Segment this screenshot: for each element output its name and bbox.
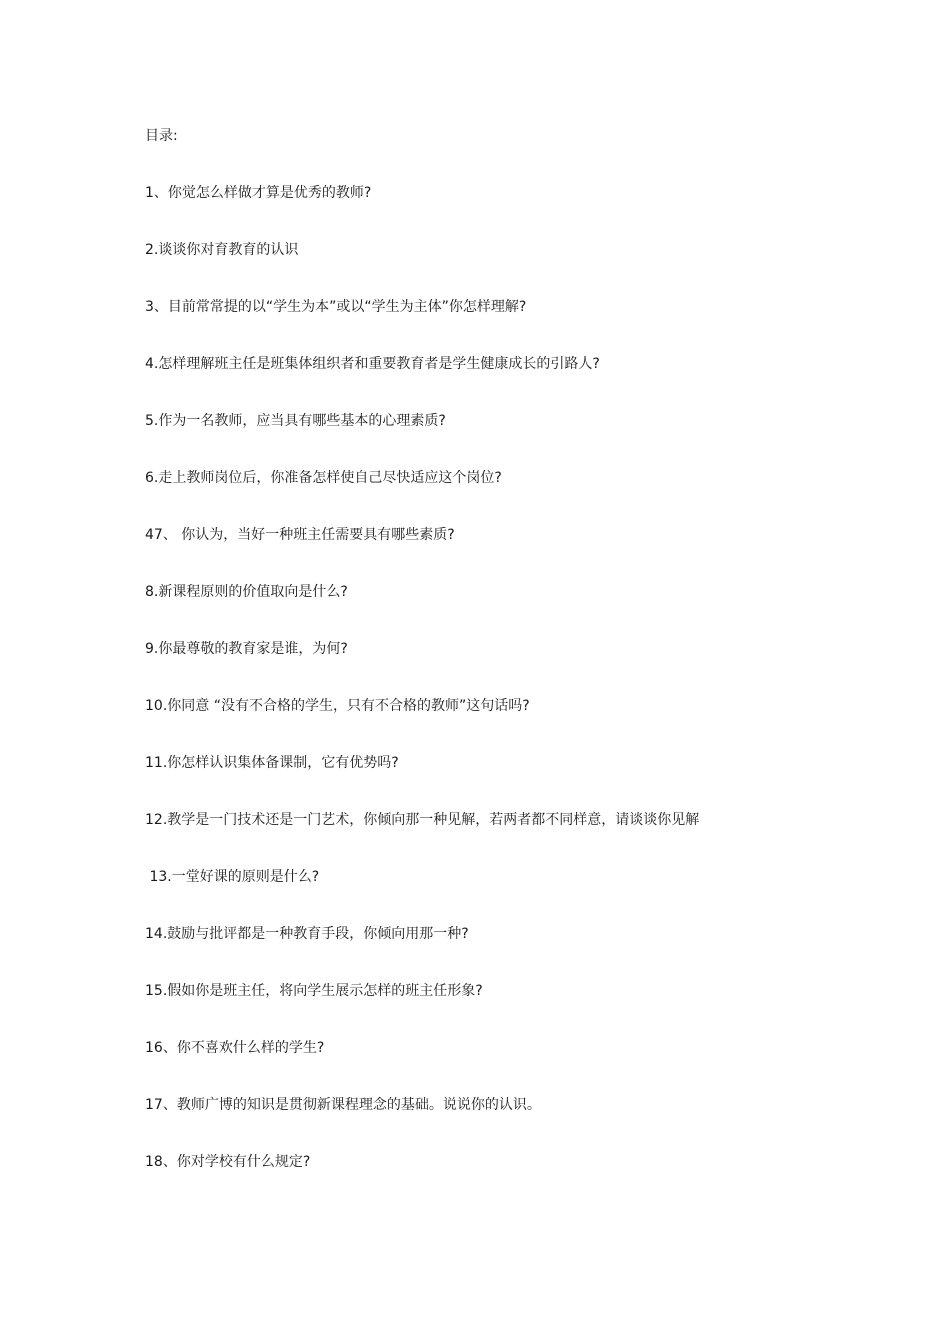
toc-item: 17、教师广博的知识是贯彻新课程理念的基础。说说你的认识。 <box>145 1097 541 1113</box>
toc-item: 9.你最尊敬的教育家是谁，为何? <box>145 641 348 657</box>
toc-item: 18、你对学校有什么规定? <box>145 1154 311 1170</box>
toc-item: 13.一堂好课的原则是什么? <box>145 869 320 885</box>
toc-item: 8.新课程原则的价值取向是什么? <box>145 584 348 600</box>
toc-item: 6.走上教师岗位后，你准备怎样使自己尽快适应这个岗位? <box>145 470 502 486</box>
toc-item: 11.你怎样认识集体备课制，它有优势吗? <box>145 755 399 771</box>
toc-heading: 目录: <box>145 128 178 144</box>
toc-item: 5.作为一名教师，应当具有哪些基本的心理素质? <box>145 413 446 429</box>
toc-item: 15.假如你是班主任，将向学生展示怎样的班主任形象? <box>145 983 483 999</box>
toc-item: 47、 你认为，当好一种班主任需要具有哪些素质? <box>145 527 455 543</box>
toc-item: 12.教学是一门技术还是一门艺术，你倾向那一种见解，若两者都不同样意，请谈谈你见解 <box>145 812 700 828</box>
toc-item: 3、目前常常提的以“学生为本”或以“学生为主体”你怎样理解? <box>145 299 527 315</box>
toc-list <box>145 183 865 1209</box>
toc-item: 2.谈谈你对育教育的认识 <box>145 242 299 258</box>
toc-item: 4.怎样理解班主任是班集体组织者和重要教育者是学生健康成长的引路人? <box>145 356 600 372</box>
toc-item: 14.鼓励与批评都是一种教育手段，你倾向用那一种? <box>145 926 469 942</box>
toc-item: 1、你觉怎么样做才算是优秀的教师? <box>145 185 372 201</box>
toc-item: 10.你同意 “没有不合格的学生，只有不合格的教师”这句话吗? <box>145 698 530 714</box>
toc-item: 16、你不喜欢什么样的学生? <box>145 1040 325 1056</box>
